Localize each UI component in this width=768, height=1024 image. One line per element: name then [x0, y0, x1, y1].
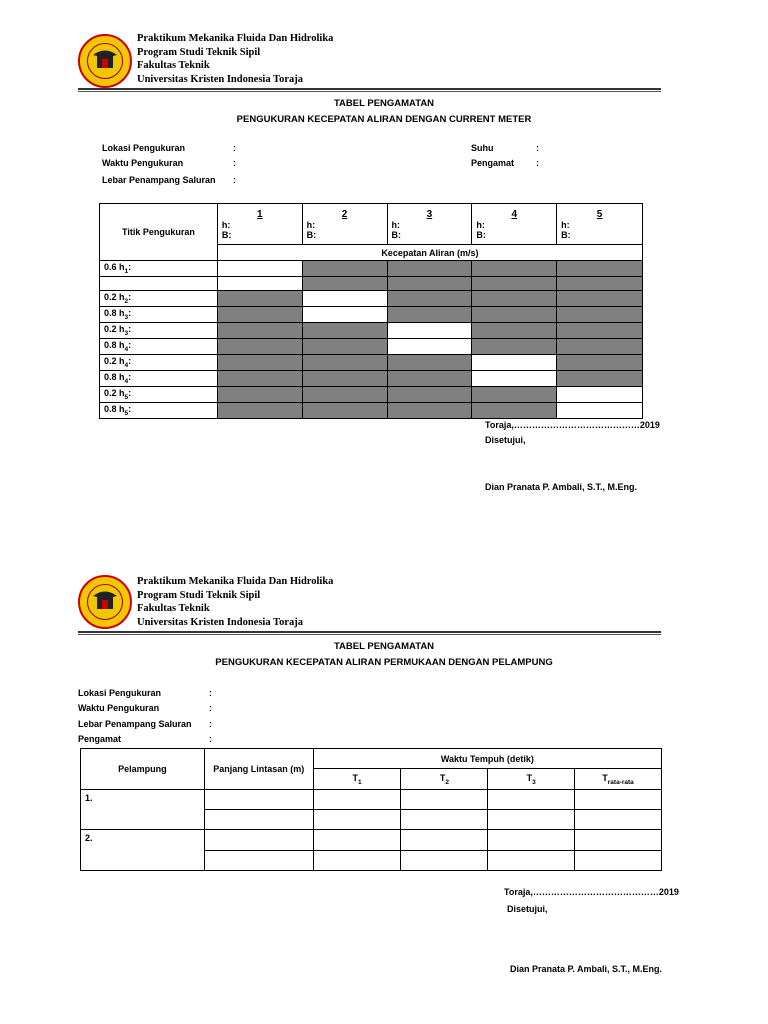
- t3-header: $T_3$: [488, 769, 575, 790]
- table-row: [100, 339, 643, 355]
- input-cell[interactable]: [217, 277, 302, 291]
- shaded-cell: [302, 339, 387, 355]
- column-header: [387, 204, 472, 245]
- input-cell[interactable]: [313, 851, 401, 871]
- table-row: [100, 277, 643, 291]
- shaded-cell: [387, 387, 472, 403]
- table-row: [100, 291, 643, 307]
- university-logo: [78, 575, 132, 629]
- table-row: [100, 387, 643, 403]
- column-number: 5: [596, 208, 603, 220]
- pelampung-header: Pelampung: [81, 749, 205, 790]
- row-label: 0.8 $h_3$:: [100, 307, 218, 323]
- header-rule-thin: [78, 634, 661, 635]
- shaded-cell: [302, 323, 387, 339]
- header-line: Fakultas Teknik: [137, 60, 210, 71]
- column-number: 1: [256, 208, 263, 220]
- h-label: h:: [221, 219, 231, 230]
- header-rule-thin: [78, 91, 661, 92]
- shaded-cell: [302, 355, 387, 371]
- header-line: Fakultas Teknik: [137, 603, 210, 614]
- form1-title: TABEL PENGAMATAN: [333, 98, 435, 109]
- shaded-cell: [217, 403, 302, 419]
- column-header: [217, 204, 302, 245]
- shaded-cell: [472, 403, 557, 419]
- input-cell[interactable]: [575, 830, 662, 851]
- input-cell[interactable]: [387, 339, 472, 355]
- table-row: [81, 790, 662, 810]
- shaded-cell: [387, 291, 472, 307]
- input-cell[interactable]: [575, 790, 662, 810]
- table-row: [100, 323, 643, 339]
- column-header: [302, 204, 387, 245]
- header-block-2: [137, 575, 333, 629]
- input-cell[interactable]: [313, 790, 401, 810]
- input-cell[interactable]: [313, 810, 401, 830]
- shaded-cell: [557, 277, 643, 291]
- header-line: Program Studi Teknik Sipil: [137, 46, 261, 58]
- signatory-name: Dian Pranata P. Ambali, S.T., M.Eng.: [485, 482, 638, 492]
- shaded-cell: [557, 355, 643, 371]
- university-logo: [78, 34, 132, 88]
- input-cell[interactable]: [401, 790, 488, 810]
- header-rule: [78, 88, 661, 90]
- t-avg-header: $T_{rata-rata}$: [575, 769, 662, 790]
- shaded-cell: [557, 307, 643, 323]
- input-cell[interactable]: [472, 371, 557, 387]
- input-cell[interactable]: [387, 323, 472, 339]
- place-date: Toraja,……………………………………2019: [485, 420, 660, 430]
- shaded-cell: [217, 307, 302, 323]
- shaded-cell: [302, 371, 387, 387]
- float-table: [80, 748, 662, 871]
- input-cell[interactable]: [557, 403, 643, 419]
- velocity-subheader: Kecepatan Aliran (m/s): [217, 245, 642, 261]
- shaded-cell: [217, 323, 302, 339]
- column-number: 3: [426, 208, 433, 220]
- approved-label: Disetujui,: [485, 435, 526, 445]
- row-label: 0.2 $h_2$:: [100, 291, 218, 307]
- shaded-cell: [472, 291, 557, 307]
- column-number: 4: [511, 208, 518, 220]
- input-cell[interactable]: [313, 830, 401, 851]
- field-sep: :: [209, 719, 212, 729]
- shaded-cell: [387, 371, 472, 387]
- signatory-name: Dian Pranata P. Ambali, S.T., M.Eng.: [510, 964, 663, 974]
- field-label: Lokasi Pengukuran: [78, 688, 162, 698]
- field-label: Pengamat: [471, 158, 515, 168]
- table-row: [100, 371, 643, 387]
- input-cell[interactable]: [557, 387, 643, 403]
- form2-title: TABEL PENGAMATAN: [333, 641, 435, 652]
- shaded-cell: [217, 291, 302, 307]
- h-label: h:: [561, 219, 570, 230]
- shaded-cell: [387, 261, 472, 277]
- input-cell[interactable]: [204, 790, 313, 810]
- row-label: 0.2 $h_5$:: [100, 387, 218, 403]
- input-cell[interactable]: [302, 307, 387, 323]
- field-label: Pengamat: [78, 734, 122, 744]
- t1-header: $T_1$: [313, 769, 401, 790]
- shaded-cell: [472, 387, 557, 403]
- column-header: [557, 204, 643, 245]
- field-sep: :: [209, 688, 212, 698]
- row-label: 0.8 $h_4$:: [100, 339, 218, 355]
- shaded-cell: [557, 291, 643, 307]
- table-row: [100, 355, 643, 371]
- waktu-header: Waktu Tempuh (detik): [313, 749, 661, 769]
- field-sep: :: [536, 158, 539, 168]
- h-label: h:: [476, 219, 485, 230]
- tongkonan-icon: [93, 589, 117, 611]
- b-label: B:: [221, 229, 232, 240]
- shaded-cell: [557, 261, 643, 277]
- approved-label: Disetujui,: [507, 904, 548, 914]
- header-line: Praktikum Mekanika Fluida Dan Hidrolika: [137, 576, 334, 587]
- h-label: h:: [306, 219, 316, 230]
- place-date: Toraja,……………………………………2019: [504, 887, 679, 897]
- field-label: Lebar Penampang Saluran: [102, 175, 216, 185]
- shaded-cell: [472, 339, 557, 355]
- shaded-cell: [217, 371, 302, 387]
- header-line: Universitas Kristen Indonesia Toraja: [137, 616, 303, 628]
- input-cell[interactable]: [217, 261, 302, 277]
- float-label: 2.: [81, 830, 205, 871]
- input-cell[interactable]: [401, 830, 488, 851]
- table-row: [100, 261, 643, 277]
- shaded-cell: [217, 339, 302, 355]
- b-label: B:: [561, 229, 571, 240]
- field-label: Lokasi Pengukuran: [102, 143, 186, 153]
- input-cell[interactable]: [575, 851, 662, 871]
- float-label: 1.: [81, 790, 205, 830]
- shaded-cell: [387, 307, 472, 323]
- input-cell[interactable]: [488, 810, 575, 830]
- shaded-cell: [387, 277, 472, 291]
- shaded-cell: [472, 307, 557, 323]
- input-cell[interactable]: [472, 355, 557, 371]
- tongkonan-icon: [93, 48, 117, 70]
- column-number: 2: [341, 208, 348, 220]
- input-cell[interactable]: [488, 790, 575, 810]
- row-label: 0.2 $h_3$:: [100, 323, 218, 339]
- shaded-cell: [302, 277, 387, 291]
- table-row: [81, 830, 662, 851]
- field-label: Suhu: [471, 143, 494, 153]
- shaded-cell: [557, 323, 643, 339]
- field-sep: :: [233, 143, 236, 153]
- shaded-cell: [302, 403, 387, 419]
- field-sep: :: [209, 703, 212, 713]
- shaded-cell: [302, 387, 387, 403]
- field-label: Waktu Pengukuran: [102, 158, 184, 168]
- header-line: Program Studi Teknik Sipil: [137, 589, 261, 601]
- field-sep: :: [233, 175, 236, 185]
- row-label: 0.8 $h_5$:: [100, 403, 218, 419]
- row-label: 0.6 $h_1$:: [100, 261, 218, 277]
- header-block-1: [137, 32, 333, 86]
- input-cell[interactable]: [488, 830, 575, 851]
- form2-subtitle: PENGUKURAN KECEPATAN ALIRAN PERMUKAAN DENGAN PELAMPUNG: [215, 657, 553, 668]
- header-line: Universitas Kristen Indonesia Toraja: [137, 73, 303, 85]
- row-label: [100, 277, 218, 291]
- field-sep: :: [536, 143, 539, 153]
- shaded-cell: [217, 387, 302, 403]
- b-label: B:: [476, 229, 486, 240]
- b-label: B:: [306, 229, 317, 240]
- table-row: [100, 403, 643, 419]
- input-cell[interactable]: [204, 810, 313, 830]
- input-cell[interactable]: [302, 291, 387, 307]
- current-meter-table: [99, 203, 643, 419]
- shaded-cell: [217, 355, 302, 371]
- row-label: 0.8 $h_4$:: [100, 371, 218, 387]
- corner-label: Titik Pengukuran: [100, 204, 218, 261]
- input-cell[interactable]: [401, 851, 488, 871]
- shaded-cell: [387, 355, 472, 371]
- input-cell[interactable]: [488, 851, 575, 871]
- input-cell[interactable]: [204, 851, 313, 871]
- header-line: Praktikum Mekanika Fluida Dan Hidrolika: [137, 33, 334, 44]
- field-label: Waktu Pengukuran: [78, 703, 160, 713]
- t2-header: $T_2$: [401, 769, 488, 790]
- shaded-cell: [557, 371, 643, 387]
- field-label: Lebar Penampang Saluran: [78, 719, 192, 729]
- shaded-cell: [472, 323, 557, 339]
- shaded-cell: [387, 403, 472, 419]
- shaded-cell: [557, 339, 643, 355]
- row-label: 0.2 $h_4$:: [100, 355, 218, 371]
- input-cell[interactable]: [204, 830, 313, 851]
- field-sep: :: [233, 158, 236, 168]
- panjang-header: Panjang Lintasan (m): [204, 749, 313, 790]
- table-row: [100, 307, 643, 323]
- shaded-cell: [472, 277, 557, 291]
- column-header: [472, 204, 557, 245]
- shaded-cell: [302, 261, 387, 277]
- h-label: h:: [391, 219, 400, 230]
- shaded-cell: [472, 261, 557, 277]
- input-cell[interactable]: [401, 810, 488, 830]
- b-label: B:: [391, 229, 401, 240]
- header-rule: [78, 631, 661, 633]
- form1-subtitle: PENGUKURAN KECEPATAN ALIRAN DENGAN CURRENT METER: [236, 114, 532, 125]
- field-sep: :: [209, 734, 212, 744]
- input-cell[interactable]: [575, 810, 662, 830]
